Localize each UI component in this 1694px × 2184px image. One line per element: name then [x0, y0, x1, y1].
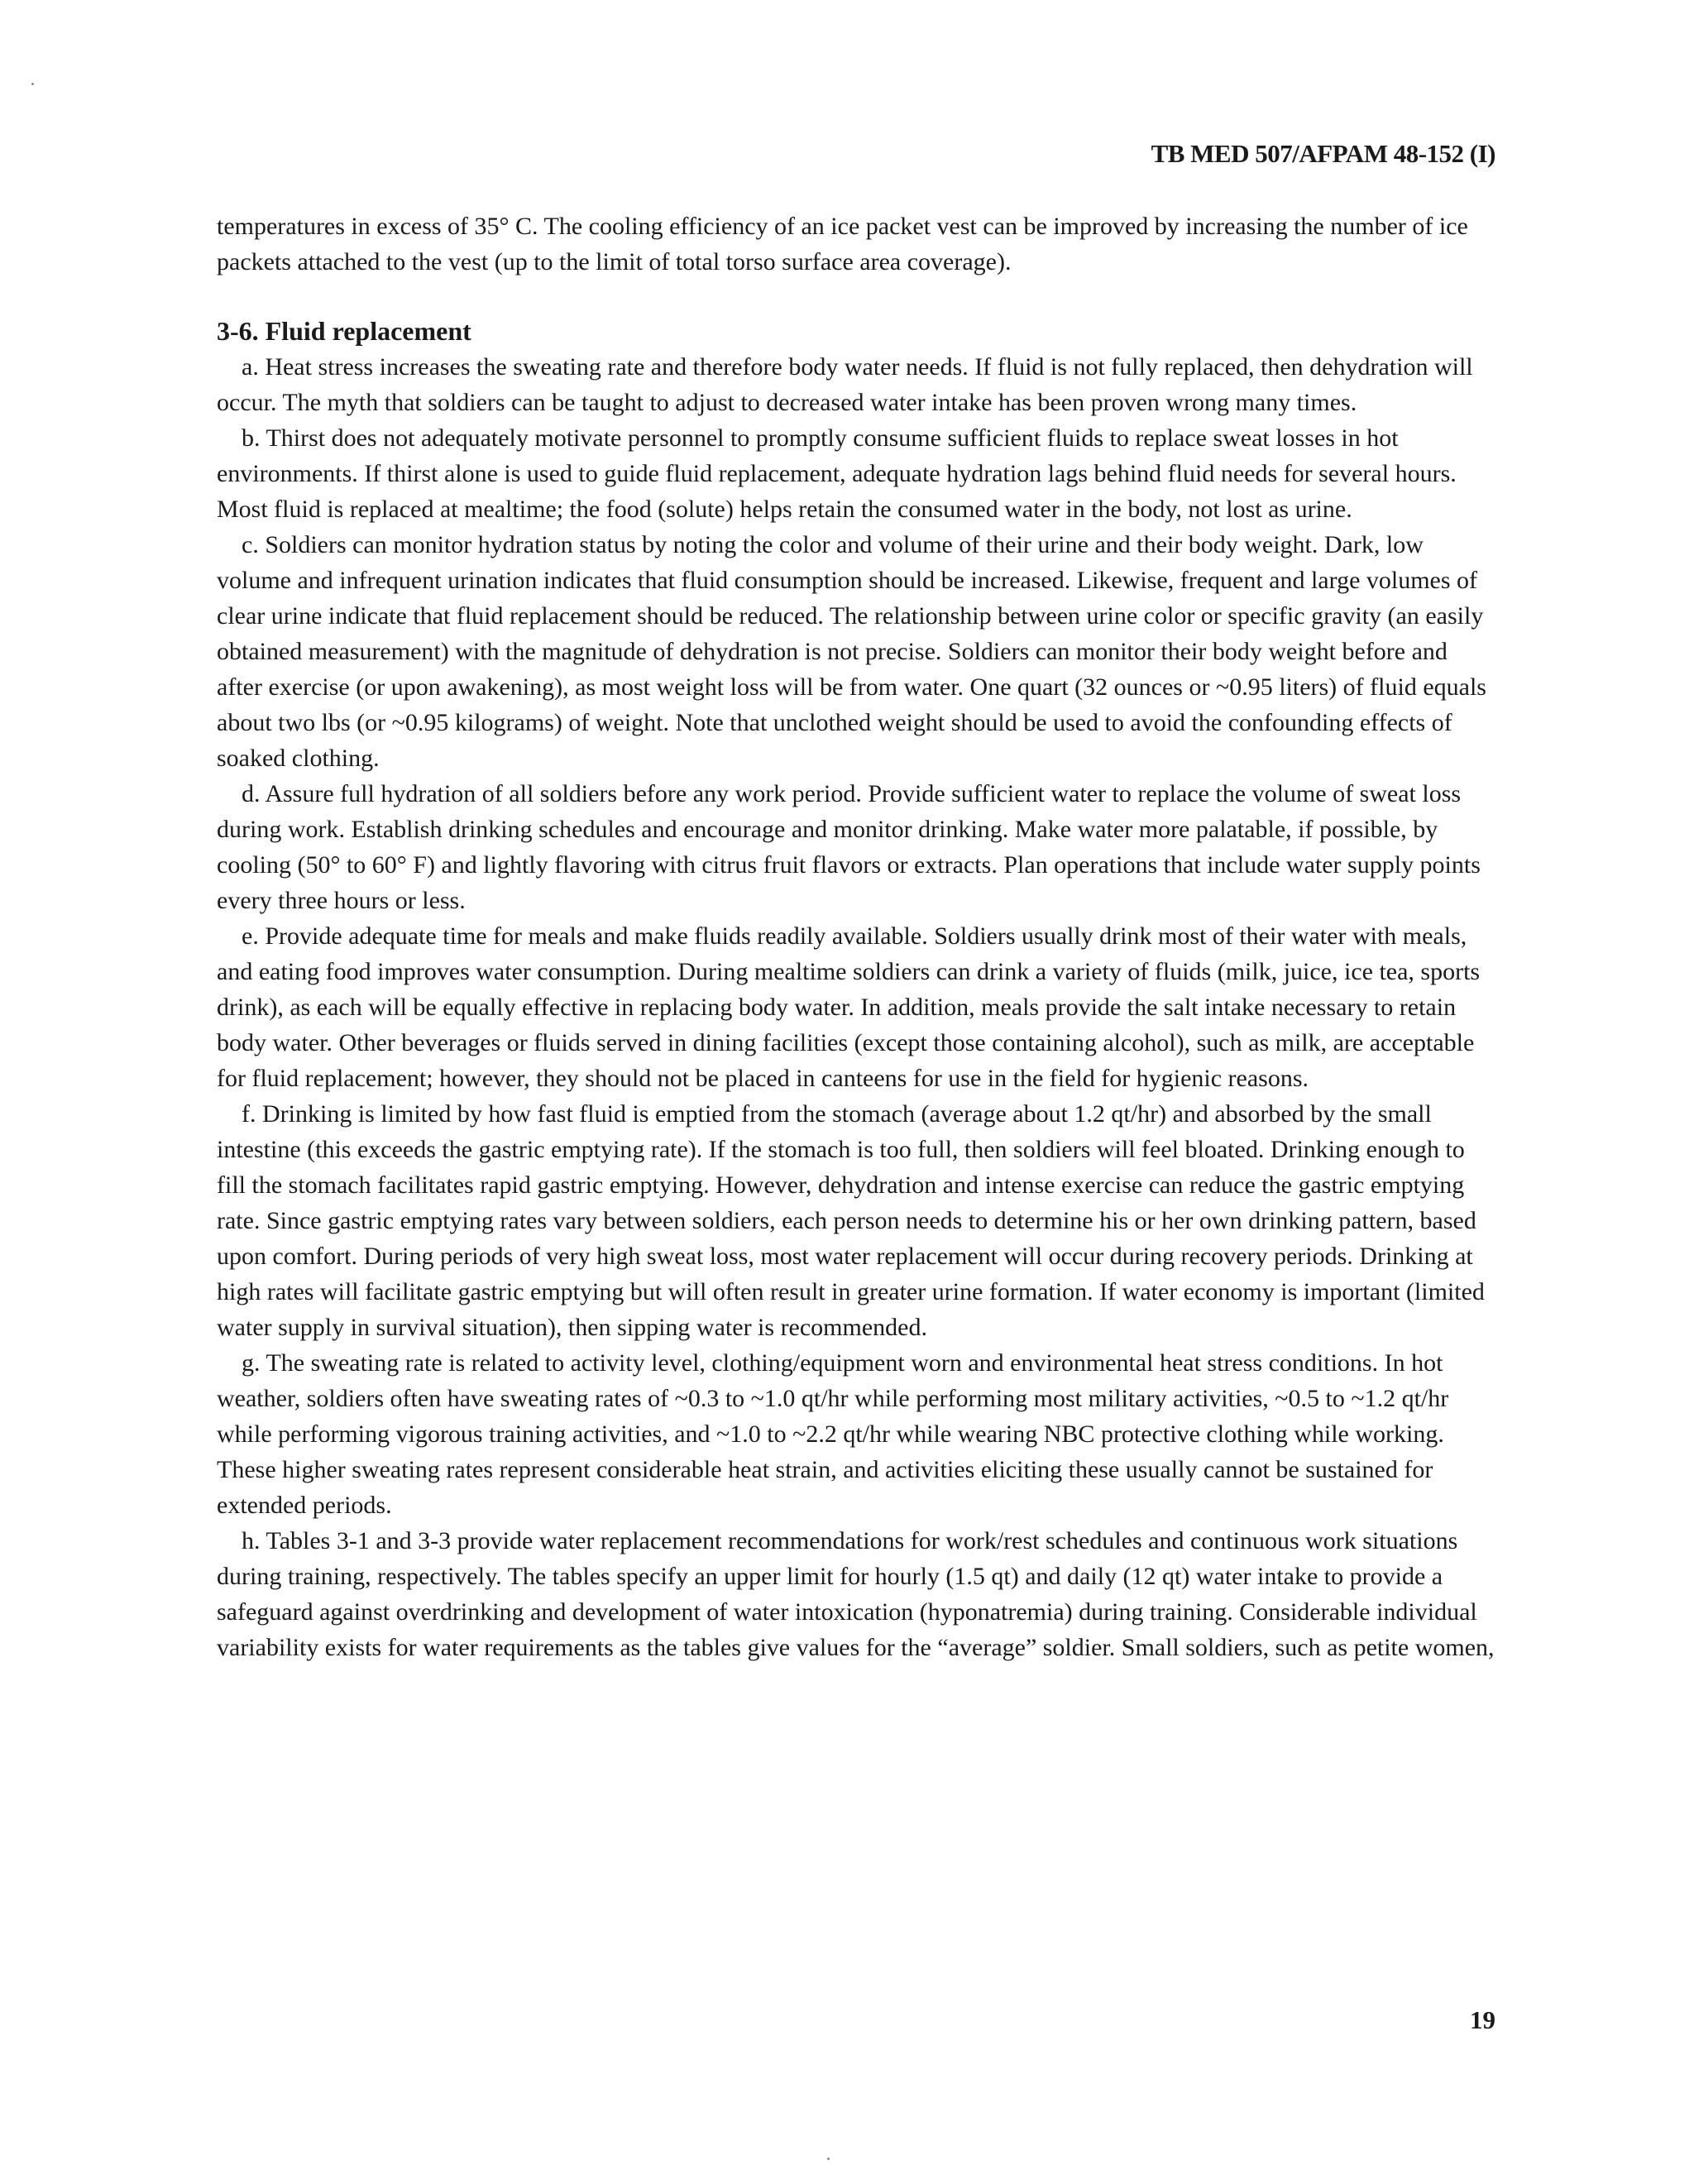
paragraph-a: a. Heat stress increases the sweating rate and therefore body water needs. If fluid is not fully replaced, then dehydration will occur. The myth that soldiers can be taught to adjust to decreased water intake has been proven wrong many times.	[217, 353, 1473, 416]
section-heading: 3-6. Fluid replacement	[217, 316, 471, 346]
scan-speck	[31, 83, 34, 85]
paragraph-b: b. Thirst does not adequately motivate personnel to promptly consume sufficient fluids to replace sweat losses in hot environments. If thirst alone is used to guide fluid replacement, adequate hydration lags behind fluid needs for several hours. Most fluid is replaced at mealtime; the food (solute) helps retain the consumed water in the body, not lost as urine.	[217, 424, 1457, 523]
body-text	[217, 208, 1497, 1665]
paragraph-e: e. Provide adequate time for meals and make fluids readily available. Soldiers usually drink most of their water with meals, and eating food improves water consumption. During mealtime soldiers can drink a variety of fluids (milk, juice, ice tea, sports drink), as each will be equally effective in replacing body water. In addition, meals provide the salt intake necessary to retain body water. Other beverages or fluids served in dining facilities (except those containing alcohol), such as milk, are acceptable for fluid replacement; however, they should not be placed in canteens for use in the field for hygienic reasons.	[217, 922, 1481, 1092]
paragraph-f: f. Drinking is limited by how fast fluid is emptied from the stomach (average about 1.2 qt/hr) and absorbed by the small intestine (this exceeds the gastric emptying rate). If the stomach is too full, then soldiers will feel bloated. Drinking enough to fill the stomach facilitates rapid gastric emptying. However, dehydration and intense exercise can reduce the gastric emptying rate. Since gastric emptying rates vary between soldiers, each person needs to determine his or her own drinking pattern, based upon comfort. During periods of very high sweat loss, most water replacement will occur during recovery periods. Drinking at high rates will facilitate gastric emptying but will often result in greater urine formation. If water economy is important (limited water supply in survival situation), then sipping water is recommended.	[217, 1100, 1485, 1341]
scan-speck	[827, 2158, 830, 2160]
paragraph-d: d. Assure full hydration of all soldiers before any work period. Provide sufficient water to replace the volume of sweat loss during work. Establish drinking schedules and encourage and monitor drinking. Make water more palatable, if possible, by cooling (50° to 60° F) and lightly flavoring with citrus fruit flavors or extracts. Plan operations that include water supply points every three hours or less.	[217, 780, 1481, 914]
intro-paragraph: temperatures in excess of 35° C. The cooling efficiency of an ice packet vest can be improved by increasing the number of ice packets attached to the vest (up to the limit of total torso surface area coverage).	[217, 213, 1468, 275]
paragraph-g: g. The sweating rate is related to activity level, clothing/equipment worn and environmental heat stress conditions. In hot weather, soldiers often have sweating rates of ~0.3 to ~1.0 qt/hr while performing most military activities, ~0.5 to ~1.2 qt/hr while performing vigorous training activities, and ~1.0 to ~2.2 qt/hr while wearing NBC protective clothing while working. These higher sweating rates represent considerable heat strain, and activities eliciting these usually cannot be sustained for extended periods.	[217, 1349, 1449, 1519]
paragraph-c: c. Soldiers can monitor hydration status by noting the color and volume of their urine and their body weight. Dark, low volume and infrequent urination indicates that fluid consumption should be increased. Likewise, frequent and large volumes of clear urine indicate that fluid replacement should be reduced. The relationship between urine color or specific gravity (an easily obtained measurement) with the magnitude of dehydration is not precise. Soldiers can monitor their body weight before and after exercise (or upon awakening), as most weight loss will be from water. One quart (32 ounces or ~0.95 liters) of fluid equals about two lbs (or ~0.95 kilograms) of weight. Note that unclothed weight should be used to avoid the confounding effects of soaked clothing.	[217, 531, 1486, 772]
running-header: TB MED 507/AFPAM 48-152 (I)	[1151, 139, 1495, 168]
paragraph-h: h. Tables 3-1 and 3-3 provide water replacement recommendations for work/rest schedules and continuous work situations during training, respectively. The tables specify an upper limit for hourly (1.5 qt) and daily (12 qt) water intake to provide a safeguard against overdrinking and development of water intoxication (hyponatremia) during training. Considerable individual variability exists for water requirements as the tables give values for the “average” soldier. Small soldiers, such as petite women,	[217, 1527, 1495, 1661]
page-number: 19	[1470, 2005, 1495, 2034]
